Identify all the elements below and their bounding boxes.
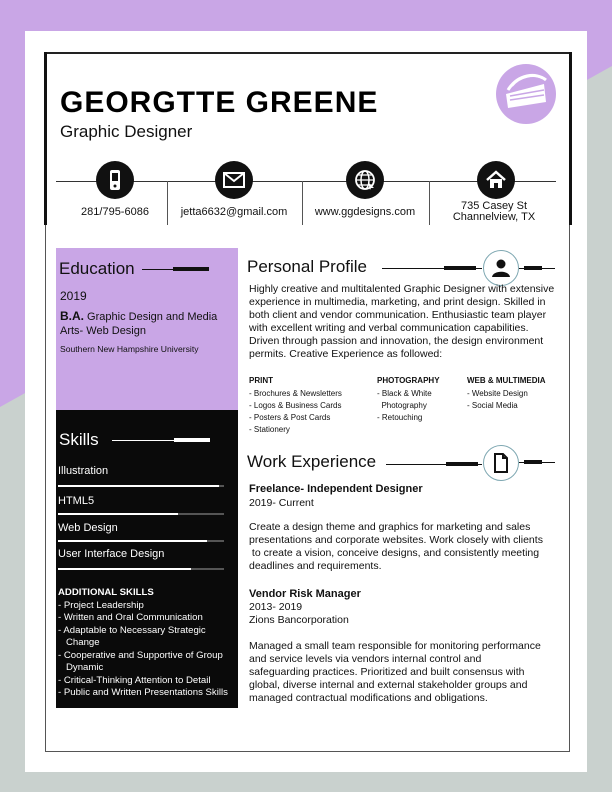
education-year: 2019 — [60, 289, 87, 303]
skill-bar-fill — [58, 540, 207, 542]
column-item: Photography — [377, 401, 427, 410]
additional-skill-item: Dynamic — [58, 662, 104, 673]
job-line: global, diverse internal and external stakeholder groups and — [249, 679, 528, 691]
job-line: safeguarding practices. Prioritized and built consensus with — [249, 666, 525, 678]
mail-icon — [215, 161, 253, 199]
address-line-2: Channelview, TX — [452, 211, 536, 223]
contact-website[interactable]: www.ggdesigns.com — [314, 206, 416, 218]
heading-rule-accent — [174, 438, 210, 442]
additional-skills-heading: ADDITIONAL SKILLS — [58, 587, 154, 598]
web-column-items — [467, 388, 528, 412]
education-degree-line2: Arts- Web Design — [60, 325, 146, 337]
heading-rule-accent — [173, 267, 209, 271]
job-line: to create a vision, conceive designs, and consistently meeting — [249, 547, 540, 559]
contact-email[interactable]: jetta6632@gmail.com — [180, 206, 288, 218]
job-title: Graphic Designer — [60, 122, 193, 141]
job1-dates: 2019- Current — [249, 497, 314, 509]
additional-skill-item: Change — [58, 637, 100, 648]
job-line: managed contractual modifications and obligations. — [249, 692, 488, 704]
job-line: Create a design theme and graphics for marketing and sales — [249, 521, 531, 533]
column-item: - Retouching — [377, 413, 423, 422]
header-border-left — [44, 52, 47, 225]
logo-icon — [496, 64, 556, 124]
profile-line: permits. Creative Experience as followed: — [249, 348, 443, 360]
home-icon — [477, 161, 515, 199]
document-icon — [483, 445, 519, 481]
print-column-items — [249, 388, 342, 436]
skills-heading: Skills — [59, 430, 99, 449]
profile-line: both client and vendor communication. Enthusiastic team player — [249, 309, 547, 321]
heading-rule-accent — [524, 266, 542, 270]
phone-icon — [96, 161, 134, 199]
education-heading: Education — [59, 259, 135, 278]
candidate-name: GEORGTTE GREENE — [60, 86, 379, 119]
contact-phone[interactable]: 281/795-6086 — [81, 206, 149, 218]
skill-bar-fill — [58, 568, 191, 570]
education-school: Southern New Hampshire University — [60, 344, 199, 354]
column-item: - Brochures & Newsletters — [249, 389, 342, 398]
skill-label: Web Design — [58, 522, 118, 534]
profile-line: Driven through passion and innovation, the design environment — [249, 335, 544, 347]
header-border-right — [569, 52, 572, 225]
skill-label: User Interface Design — [58, 548, 165, 560]
column-item: - Website Design — [467, 389, 528, 398]
profile-line: with excellent writing and verbal communication capabilities. — [249, 322, 529, 334]
profile-line: experience in multimedia, marketing, and print design. Skilled in — [249, 296, 546, 308]
additional-skill-item: - Cooperative and Supportive of Group — [58, 649, 223, 661]
job-line: deadlines and requirements. — [249, 560, 382, 572]
photography-column-items — [377, 388, 432, 424]
column-item: - Social Media — [467, 401, 518, 410]
heading-rule-accent — [524, 460, 542, 464]
job2-company: Zions Bancorporation — [249, 614, 349, 626]
column-item: - Posters & Post Cards — [249, 413, 331, 422]
skill-label: Illustration — [58, 465, 109, 477]
job-line: and service levels via vendors internal control and — [249, 653, 482, 665]
profile-line: Highly creative and multitalented Graphic Designer with extensive — [249, 283, 555, 295]
address-line-1: 735 Casey St — [460, 200, 528, 212]
degree-abbrev: B.A. — [60, 309, 84, 323]
column-item: - Logos & Business Cards — [249, 401, 342, 410]
heading-rule-accent — [444, 266, 476, 270]
degree-name: Graphic Design and Media — [84, 311, 218, 323]
skill-label: HTML5 — [58, 495, 95, 507]
photography-column-heading: PHOTOGRAPHY — [377, 376, 440, 385]
additional-skill-item: - Adaptable to Necessary Strategic — [58, 624, 206, 636]
job-line: Managed a small team responsible for monitoring performance — [249, 640, 541, 652]
profile-summary — [249, 283, 565, 361]
job1-description — [249, 521, 565, 573]
globe-icon — [346, 161, 384, 199]
print-column-heading: PRINT — [249, 376, 273, 385]
column-item: - Black & White — [377, 389, 432, 398]
additional-skill-item: - Written and Oral Communication — [58, 612, 203, 623]
additional-skill-item: - Public and Written Presentations Skills — [58, 687, 228, 698]
contact-address — [436, 201, 552, 223]
additional-skill-item: - Project Leadership — [58, 599, 144, 611]
job2-dates: 2013- 2019 — [249, 601, 303, 613]
skill-bar-fill — [58, 513, 178, 515]
person-icon — [483, 250, 519, 286]
contact-separator — [429, 181, 430, 225]
web-column-heading: WEB & MULTIMEDIA — [467, 376, 546, 385]
contact-separator — [167, 181, 168, 225]
additional-skill-item: - Critical-Thinking Attention to Detail — [58, 674, 211, 686]
education-degree — [60, 309, 217, 323]
heading-rule-accent — [446, 462, 478, 466]
contact-separator — [302, 181, 303, 225]
skill-bar-fill — [58, 485, 219, 487]
work-heading: Work Experience — [247, 452, 377, 471]
profile-heading: Personal Profile — [247, 257, 368, 276]
additional-skills — [58, 587, 236, 700]
job-line: presentations and corporate websites. Work closely with clients — [249, 534, 543, 546]
job1-title: Freelance- Independent Designer — [249, 483, 423, 495]
job2-title: Vendor Risk Manager — [249, 588, 361, 600]
column-item: - Stationery — [249, 425, 290, 434]
job2-description — [249, 640, 565, 705]
